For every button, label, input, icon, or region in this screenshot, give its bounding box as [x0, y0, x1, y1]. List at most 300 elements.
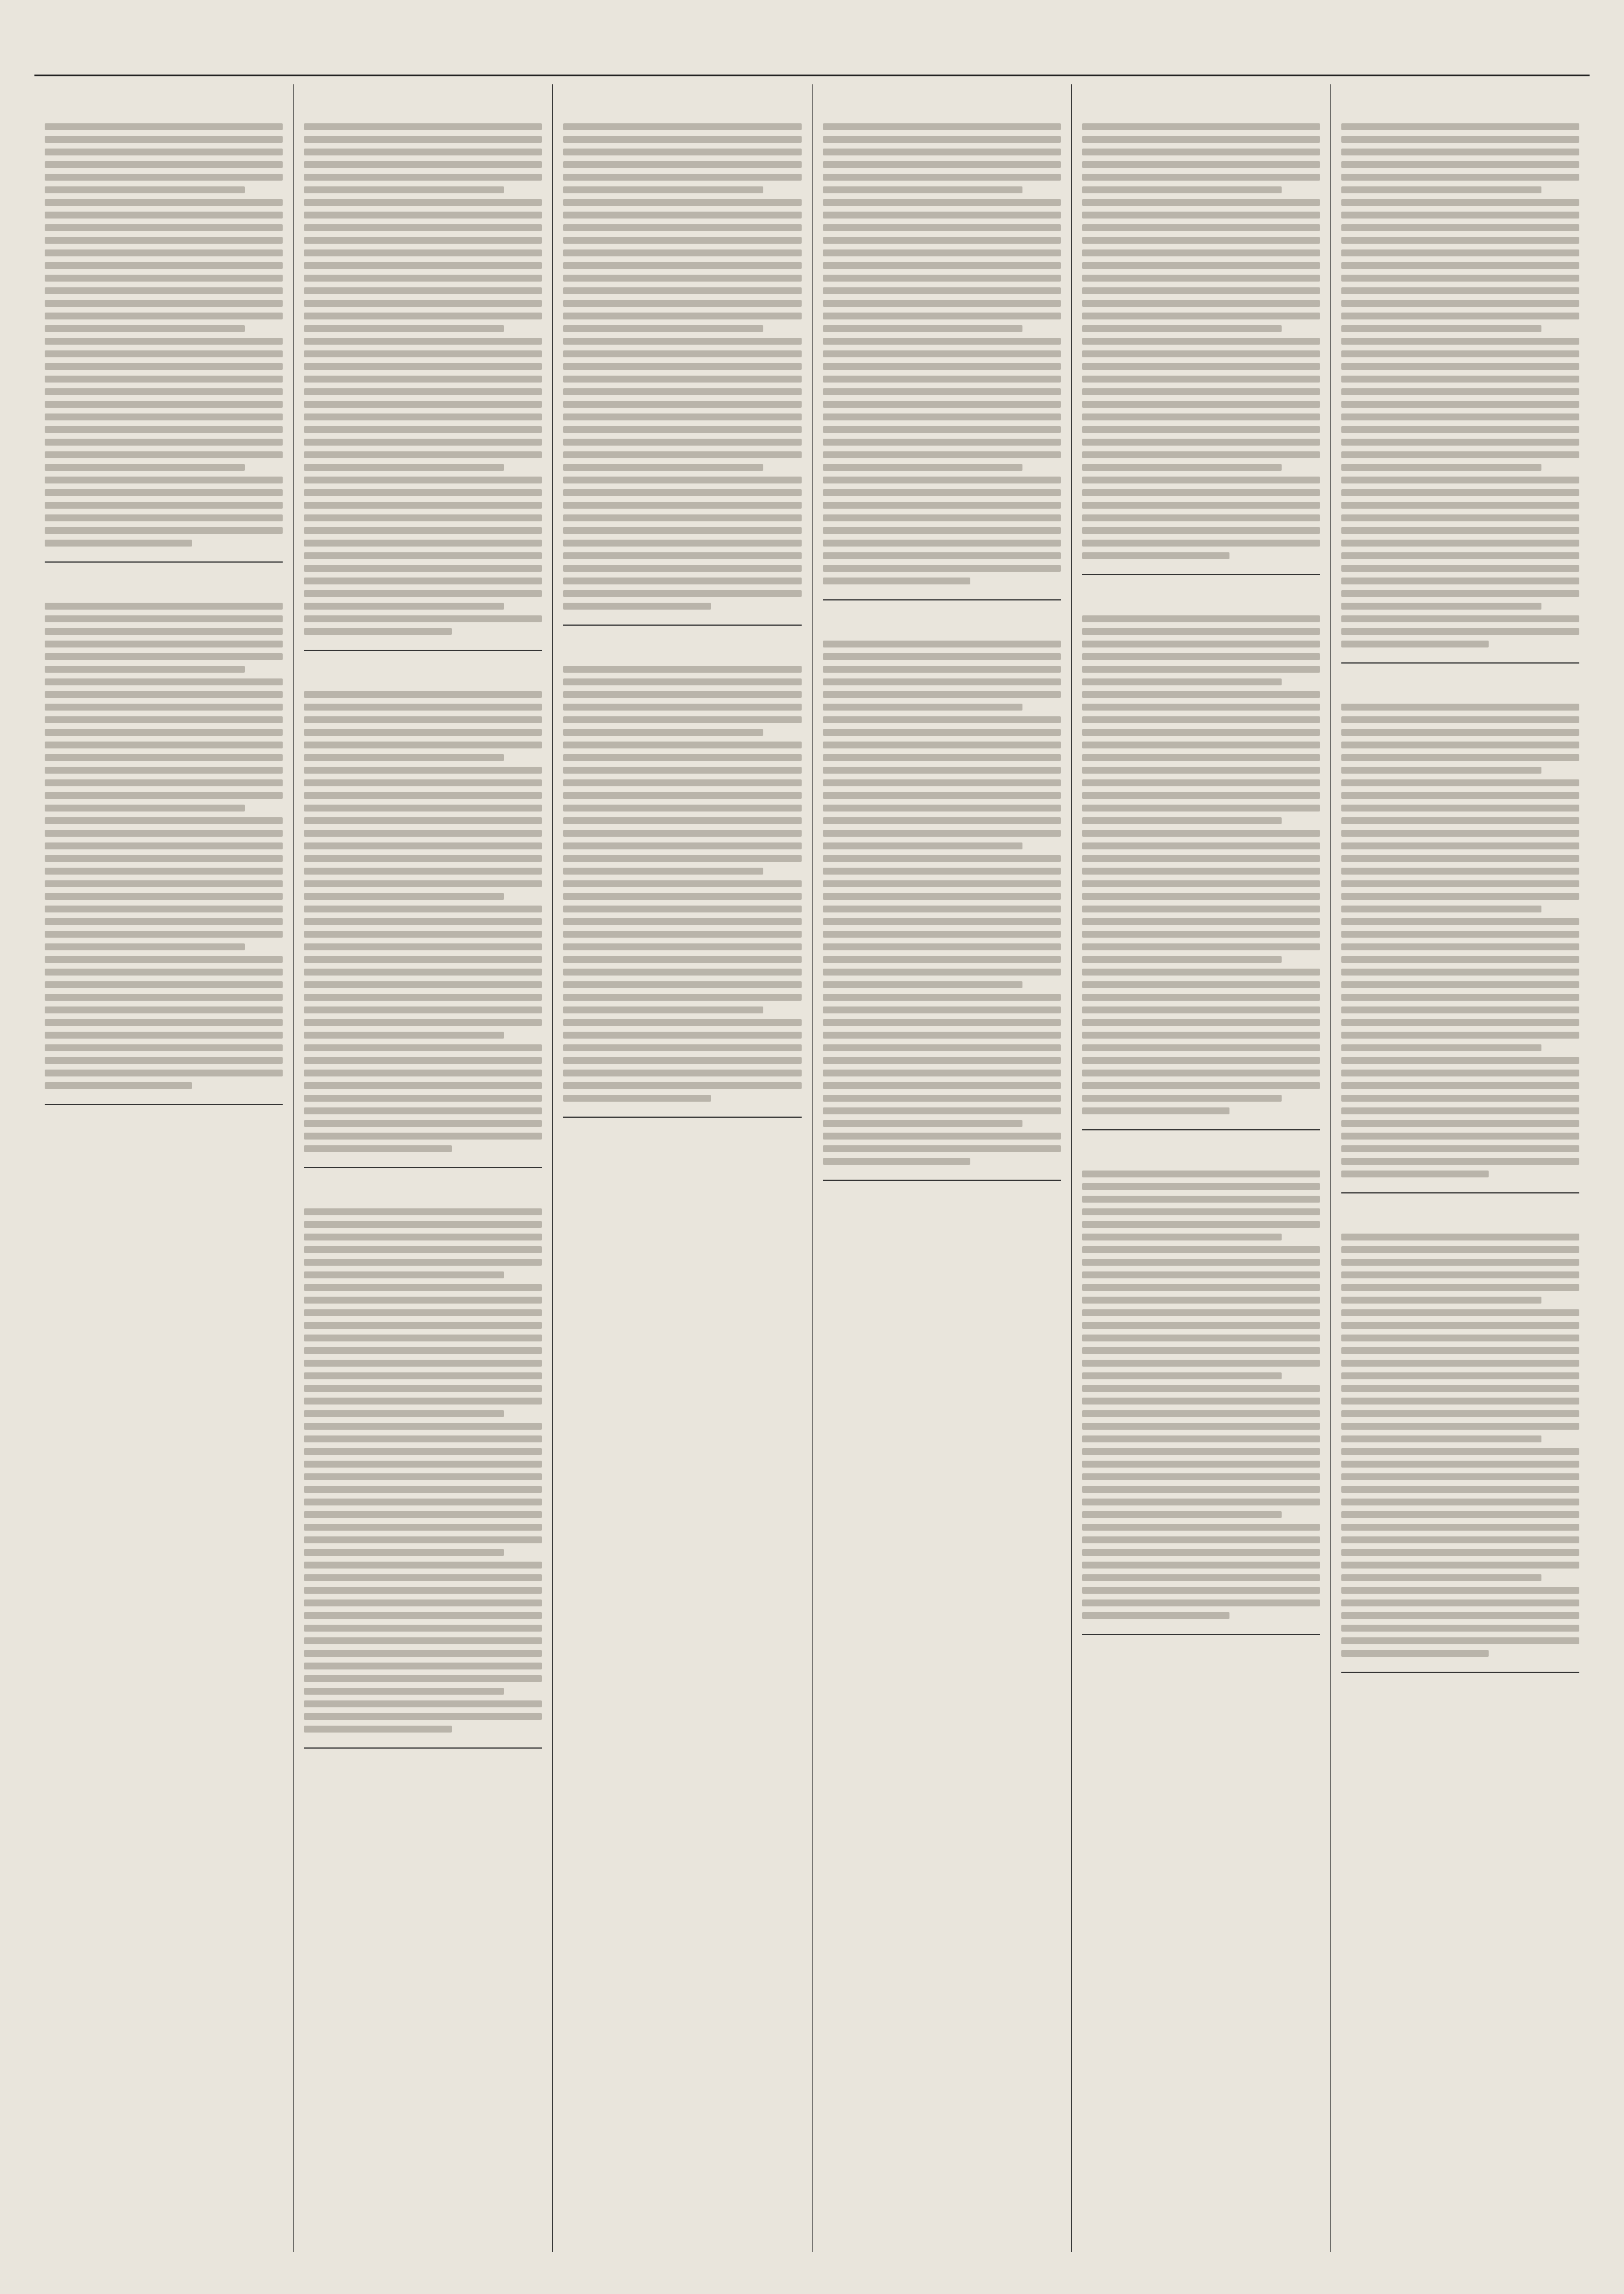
text-line-placeholder — [1341, 464, 1541, 471]
text-line-placeholder — [823, 931, 1061, 938]
text-line-placeholder — [304, 149, 542, 155]
text-line-placeholder — [823, 161, 1061, 168]
text-line-placeholder — [1341, 956, 1579, 963]
text-line-placeholder — [1341, 1044, 1541, 1051]
text-line-placeholder — [1341, 413, 1579, 420]
text-line-placeholder — [1082, 376, 1320, 383]
text-line-placeholder — [1082, 1070, 1320, 1076]
text-line-placeholder — [823, 1120, 1023, 1127]
text-line-placeholder — [563, 855, 801, 862]
text-line-placeholder — [45, 1070, 283, 1076]
text-line-placeholder — [304, 1347, 542, 1354]
text-line-placeholder — [823, 275, 1061, 282]
text-line-placeholder — [1082, 1335, 1320, 1341]
text-line-placeholder — [1341, 704, 1579, 711]
text-line-placeholder — [1082, 1410, 1320, 1417]
text-line-placeholder — [1082, 401, 1320, 408]
text-line-placeholder — [1082, 792, 1320, 799]
text-line-placeholder — [1082, 1486, 1320, 1493]
text-line-placeholder — [1082, 489, 1320, 496]
text-line-placeholder — [1082, 439, 1320, 446]
text-line-placeholder — [1082, 149, 1320, 155]
text-line-placeholder — [1341, 729, 1579, 736]
text-line-placeholder — [1341, 1410, 1579, 1417]
text-line-placeholder — [563, 212, 801, 219]
text-line-placeholder — [1341, 1246, 1579, 1253]
text-line-placeholder — [1082, 1095, 1282, 1102]
text-line-placeholder — [563, 477, 801, 483]
text-line-placeholder — [304, 1070, 542, 1076]
text-line-placeholder — [1341, 1612, 1579, 1619]
text-line-placeholder — [823, 565, 1061, 572]
text-line-placeholder — [1082, 174, 1320, 181]
text-line-placeholder — [45, 426, 283, 433]
text-line-placeholder — [1082, 514, 1320, 521]
text-line-placeholder — [823, 136, 1061, 143]
text-line-placeholder — [1341, 313, 1579, 319]
text-line-placeholder — [1082, 224, 1320, 231]
text-line-placeholder — [1082, 1208, 1320, 1215]
text-line-placeholder — [1082, 502, 1320, 509]
text-line-placeholder — [823, 212, 1061, 219]
text-line-placeholder — [1082, 161, 1320, 168]
text-line-placeholder — [1341, 767, 1541, 774]
text-line-placeholder — [45, 502, 283, 509]
text-line-placeholder — [304, 1423, 542, 1430]
text-line-placeholder — [304, 1435, 542, 1442]
text-line-placeholder — [304, 1562, 542, 1569]
text-line-placeholder — [1082, 880, 1320, 887]
text-line-placeholder — [45, 1044, 283, 1051]
text-line-placeholder — [304, 388, 542, 395]
text-line-placeholder — [304, 842, 542, 849]
text-line-placeholder — [1082, 855, 1320, 862]
text-line-placeholder — [823, 1057, 1061, 1064]
text-line-placeholder — [304, 855, 542, 862]
text-line-placeholder — [45, 237, 283, 244]
text-line-placeholder — [45, 628, 283, 635]
text-line-placeholder — [563, 893, 801, 900]
text-line-placeholder — [45, 931, 283, 938]
text-line-placeholder — [45, 413, 283, 420]
text-line-placeholder — [304, 1473, 542, 1480]
text-line-placeholder — [1082, 1259, 1320, 1266]
text-line-placeholder — [45, 603, 283, 610]
text-line-placeholder — [304, 249, 542, 256]
text-line-placeholder — [45, 477, 283, 483]
text-line-placeholder — [1082, 704, 1320, 711]
text-line-placeholder — [304, 1082, 542, 1089]
text-line-placeholder — [45, 514, 283, 521]
text-column — [294, 84, 553, 2252]
text-line-placeholder — [1341, 1070, 1579, 1076]
text-line-placeholder — [304, 1044, 542, 1051]
text-line-placeholder — [45, 830, 283, 837]
text-line-placeholder — [304, 401, 542, 408]
text-line-placeholder — [45, 325, 245, 332]
text-line-placeholder — [1082, 666, 1320, 673]
text-line-placeholder — [1082, 1562, 1320, 1569]
text-line-placeholder — [1341, 426, 1579, 433]
text-line-placeholder — [1082, 123, 1320, 130]
text-line-placeholder — [1341, 1536, 1579, 1543]
text-line-placeholder — [823, 678, 1061, 685]
text-line-placeholder — [823, 300, 1061, 307]
text-line-placeholder — [45, 136, 283, 143]
text-line-placeholder — [1082, 893, 1320, 900]
text-column — [1331, 84, 1590, 2252]
text-line-placeholder — [1341, 1082, 1579, 1089]
text-line-placeholder — [304, 1688, 504, 1695]
text-line-placeholder — [1082, 817, 1282, 824]
text-line-placeholder — [304, 880, 542, 887]
text-line-placeholder — [563, 249, 801, 256]
text-line-placeholder — [45, 716, 283, 723]
section-heading — [1341, 1205, 1579, 1228]
text-line-placeholder — [563, 275, 801, 282]
text-line-placeholder — [823, 123, 1061, 130]
text-line-placeholder — [1341, 401, 1579, 408]
section-heading — [1082, 95, 1320, 118]
text-line-placeholder — [563, 906, 801, 912]
text-line-placeholder — [304, 1486, 542, 1493]
text-line-placeholder — [823, 1145, 1061, 1152]
text-line-placeholder — [304, 1145, 451, 1152]
text-line-placeholder — [304, 994, 542, 1001]
text-line-placeholder — [1341, 477, 1579, 483]
text-line-placeholder — [1341, 1461, 1579, 1468]
text-line-placeholder — [1082, 1271, 1320, 1278]
text-line-placeholder — [563, 779, 801, 786]
section-divider — [1082, 574, 1320, 575]
section-heading — [1341, 675, 1579, 698]
text-line-placeholder — [1341, 1574, 1541, 1581]
text-line-placeholder — [1082, 931, 1320, 938]
text-line-placeholder — [45, 767, 283, 774]
text-line-placeholder — [45, 174, 283, 181]
text-line-placeholder — [563, 994, 801, 1001]
text-line-placeholder — [1082, 918, 1320, 925]
section-heading — [1082, 587, 1320, 610]
text-line-placeholder — [563, 754, 801, 761]
text-line-placeholder — [304, 1461, 542, 1468]
text-line-placeholder — [1082, 742, 1320, 748]
text-line-placeholder — [304, 161, 542, 168]
text-line-placeholder — [1341, 779, 1579, 786]
text-line-placeholder — [304, 956, 542, 963]
text-line-placeholder — [823, 325, 1023, 332]
text-line-placeholder — [563, 842, 801, 849]
text-line-placeholder — [1082, 1284, 1320, 1291]
text-line-placeholder — [823, 641, 1061, 647]
text-line-placeholder — [45, 691, 283, 698]
text-line-placeholder — [45, 653, 283, 660]
text-line-placeholder — [1082, 451, 1320, 458]
text-line-placeholder — [1082, 1171, 1320, 1177]
section-divider — [563, 1117, 801, 1118]
text-line-placeholder — [304, 1625, 542, 1632]
text-line-placeholder — [304, 451, 542, 458]
text-line-placeholder — [1082, 426, 1320, 433]
text-line-placeholder — [1341, 578, 1579, 584]
text-line-placeholder — [304, 628, 451, 635]
text-line-placeholder — [563, 931, 801, 938]
text-line-placeholder — [45, 388, 283, 395]
text-line-placeholder — [304, 1410, 504, 1417]
text-line-placeholder — [563, 464, 763, 471]
text-line-placeholder — [1082, 552, 1229, 559]
text-line-placeholder — [45, 1082, 192, 1089]
text-line-placeholder — [1082, 388, 1320, 395]
text-line-placeholder — [45, 199, 283, 206]
text-line-placeholder — [304, 969, 542, 976]
text-line-placeholder — [1341, 565, 1579, 572]
text-line-placeholder — [1082, 1309, 1320, 1316]
text-line-placeholder — [304, 552, 542, 559]
text-line-placeholder — [823, 578, 970, 584]
text-line-placeholder — [1082, 325, 1282, 332]
section-heading — [304, 662, 542, 685]
text-line-placeholder — [304, 439, 542, 446]
text-line-placeholder — [45, 981, 283, 988]
section-heading — [563, 637, 801, 660]
text-line-placeholder — [304, 1246, 542, 1253]
text-line-placeholder — [1082, 1057, 1320, 1064]
text-line-placeholder — [1341, 1006, 1579, 1013]
text-line-placeholder — [1082, 413, 1320, 420]
text-line-placeholder — [823, 906, 1061, 912]
text-line-placeholder — [45, 149, 283, 155]
text-line-placeholder — [304, 729, 542, 736]
section-heading — [1341, 95, 1579, 118]
text-line-placeholder — [1341, 1107, 1579, 1114]
text-line-placeholder — [563, 451, 801, 458]
text-line-placeholder — [1341, 514, 1579, 521]
text-line-placeholder — [45, 1019, 283, 1026]
text-line-placeholder — [1341, 918, 1579, 925]
text-line-placeholder — [1082, 1221, 1320, 1228]
text-line-placeholder — [45, 363, 283, 370]
text-line-placeholder — [563, 805, 801, 812]
text-line-placeholder — [304, 1107, 542, 1114]
text-line-placeholder — [1082, 981, 1320, 988]
text-line-placeholder — [823, 514, 1061, 521]
text-line-placeholder — [823, 716, 1061, 723]
text-line-placeholder — [563, 767, 801, 774]
text-line-placeholder — [1341, 842, 1579, 849]
text-line-placeholder — [304, 918, 542, 925]
text-line-placeholder — [1082, 653, 1320, 660]
text-line-placeholder — [823, 742, 1061, 748]
text-line-placeholder — [1341, 641, 1489, 647]
text-line-placeholder — [563, 300, 801, 307]
text-line-placeholder — [823, 401, 1061, 408]
text-line-placeholder — [304, 174, 542, 181]
text-line-placeholder — [1341, 338, 1579, 345]
text-line-placeholder — [1082, 754, 1320, 761]
text-line-placeholder — [1341, 1171, 1489, 1177]
text-line-placeholder — [304, 1713, 542, 1720]
text-line-placeholder — [45, 779, 283, 786]
masthead — [34, 23, 1590, 76]
text-line-placeholder — [1082, 1360, 1320, 1367]
text-line-placeholder — [823, 174, 1061, 181]
text-line-placeholder — [1082, 1536, 1320, 1543]
text-line-placeholder — [1082, 628, 1320, 635]
text-line-placeholder — [563, 338, 801, 345]
text-line-placeholder — [823, 981, 1023, 988]
text-line-placeholder — [304, 1297, 542, 1304]
text-line-placeholder — [1341, 552, 1579, 559]
text-line-placeholder — [304, 1221, 542, 1228]
text-line-placeholder — [1341, 893, 1579, 900]
body-text-block — [1341, 1234, 1579, 1657]
text-line-placeholder — [823, 994, 1061, 1001]
text-line-placeholder — [1341, 1234, 1579, 1240]
text-line-placeholder — [563, 287, 801, 294]
text-line-placeholder — [1341, 969, 1579, 976]
text-line-placeholder — [1082, 249, 1320, 256]
text-line-placeholder — [304, 199, 542, 206]
text-line-placeholder — [1082, 477, 1320, 483]
text-line-placeholder — [1341, 817, 1579, 824]
text-line-placeholder — [1082, 615, 1320, 622]
text-line-placeholder — [1341, 489, 1579, 496]
text-line-placeholder — [304, 1335, 542, 1341]
body-text-block — [304, 123, 542, 635]
text-line-placeholder — [1082, 716, 1320, 723]
text-line-placeholder — [304, 1259, 542, 1266]
text-line-placeholder — [823, 199, 1061, 206]
text-line-placeholder — [1341, 1158, 1579, 1165]
text-line-placeholder — [1341, 451, 1579, 458]
text-line-placeholder — [823, 186, 1023, 193]
text-line-placeholder — [563, 313, 801, 319]
text-line-placeholder — [1341, 943, 1579, 950]
text-line-placeholder — [823, 350, 1061, 357]
text-line-placeholder — [1341, 300, 1579, 307]
text-line-placeholder — [1082, 1082, 1320, 1089]
text-line-placeholder — [563, 376, 801, 383]
text-line-placeholder — [45, 275, 283, 282]
text-line-placeholder — [563, 123, 801, 130]
text-line-placeholder — [304, 426, 542, 433]
section-divider — [1341, 662, 1579, 664]
text-line-placeholder — [1082, 1549, 1320, 1556]
text-line-placeholder — [823, 666, 1061, 673]
text-line-placeholder — [304, 186, 504, 193]
section-divider — [304, 1167, 542, 1168]
text-line-placeholder — [563, 918, 801, 925]
section-heading — [1082, 1142, 1320, 1165]
text-line-placeholder — [304, 212, 542, 219]
body-text-block — [823, 641, 1061, 1165]
text-line-placeholder — [1082, 1587, 1320, 1594]
text-line-placeholder — [1082, 1032, 1320, 1039]
text-line-placeholder — [1341, 1133, 1579, 1140]
text-line-placeholder — [304, 868, 542, 875]
text-line-placeholder — [1082, 1183, 1320, 1190]
text-line-placeholder — [823, 779, 1061, 786]
body-text-block — [1341, 123, 1579, 647]
text-line-placeholder — [563, 716, 801, 723]
text-line-placeholder — [304, 123, 542, 130]
text-line-placeholder — [304, 275, 542, 282]
text-line-placeholder — [563, 325, 763, 332]
text-line-placeholder — [1082, 1524, 1320, 1531]
text-line-placeholder — [563, 729, 763, 736]
text-line-placeholder — [823, 552, 1061, 559]
text-line-placeholder — [45, 742, 283, 748]
text-line-placeholder — [823, 489, 1061, 496]
text-line-placeholder — [1341, 1347, 1579, 1354]
text-line-placeholder — [563, 678, 801, 685]
text-line-placeholder — [563, 186, 763, 193]
text-column — [1072, 84, 1331, 2252]
body-text-block — [45, 123, 283, 547]
text-line-placeholder — [823, 817, 1061, 824]
text-line-placeholder — [563, 174, 801, 181]
text-line-placeholder — [1341, 754, 1579, 761]
text-line-placeholder — [45, 489, 283, 496]
text-line-placeholder — [563, 742, 801, 748]
text-line-placeholder — [563, 413, 801, 420]
text-line-placeholder — [304, 1057, 542, 1064]
text-line-placeholder — [1341, 1360, 1579, 1367]
text-line-placeholder — [304, 1511, 542, 1518]
text-line-placeholder — [563, 401, 801, 408]
text-line-placeholder — [1341, 1145, 1579, 1152]
text-line-placeholder — [1341, 287, 1579, 294]
text-line-placeholder — [823, 1082, 1061, 1089]
text-line-placeholder — [45, 906, 283, 912]
text-line-placeholder — [1341, 388, 1579, 395]
text-line-placeholder — [1341, 906, 1541, 912]
text-line-placeholder — [45, 918, 283, 925]
text-line-placeholder — [1341, 1549, 1579, 1556]
text-line-placeholder — [1341, 199, 1579, 206]
text-line-placeholder — [1341, 224, 1579, 231]
text-line-placeholder — [1082, 1196, 1320, 1203]
text-line-placeholder — [1341, 1423, 1579, 1430]
text-line-placeholder — [304, 136, 542, 143]
section-divider — [45, 1104, 283, 1105]
text-line-placeholder — [563, 514, 801, 521]
text-line-placeholder — [1082, 1511, 1282, 1518]
text-line-placeholder — [45, 401, 283, 408]
body-text-block — [1082, 615, 1320, 1114]
text-line-placeholder — [1341, 540, 1579, 547]
text-line-placeholder — [304, 1095, 542, 1102]
text-line-placeholder — [563, 527, 801, 534]
text-line-placeholder — [563, 262, 801, 269]
section-heading — [45, 95, 283, 118]
text-line-placeholder — [304, 1587, 542, 1594]
text-line-placeholder — [563, 880, 801, 887]
text-line-placeholder — [304, 603, 504, 610]
text-line-placeholder — [1082, 363, 1320, 370]
text-line-placeholder — [1082, 1599, 1320, 1606]
text-line-placeholder — [823, 893, 1061, 900]
text-line-placeholder — [823, 704, 1023, 711]
text-line-placeholder — [304, 906, 542, 912]
text-line-placeholder — [45, 338, 283, 345]
body-text-block — [1341, 704, 1579, 1177]
text-line-placeholder — [1082, 678, 1282, 685]
text-line-placeholder — [1082, 1044, 1320, 1051]
text-line-placeholder — [304, 262, 542, 269]
text-line-placeholder — [823, 502, 1061, 509]
